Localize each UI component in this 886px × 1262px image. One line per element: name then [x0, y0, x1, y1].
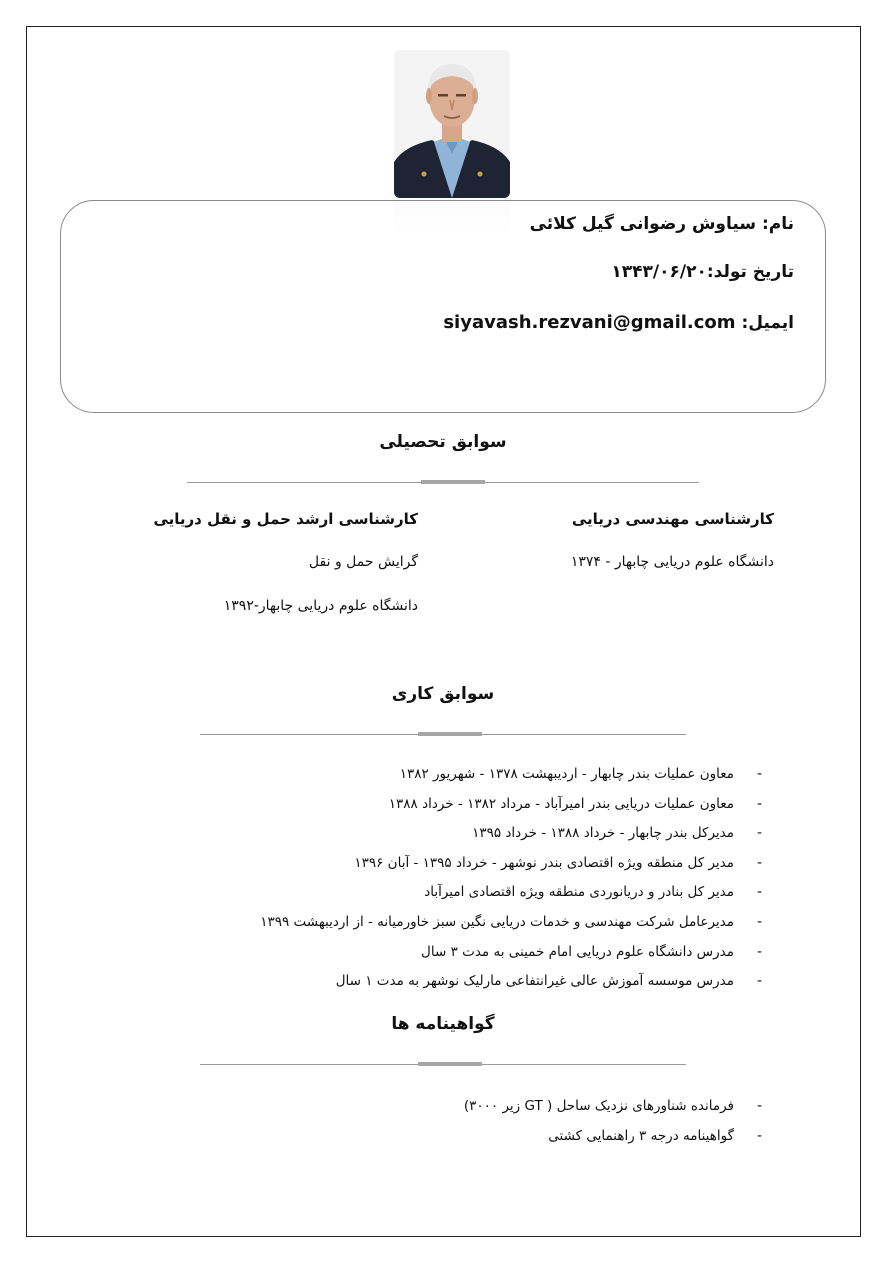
bullet-dash: -	[756, 766, 762, 782]
list-item: - مدیرعامل شرکت مهندسی و خدمات دریایی نگین سبز خاورمیانه - از اردیبهشت ۱۳۹۹	[260, 908, 762, 938]
email-line	[443, 312, 794, 333]
work-list	[260, 760, 762, 997]
bullet-dash: -	[756, 854, 762, 871]
list-item: - مدیر کل منطقه ویژه اقتصادی بندر نوشهر - خرداد ۱۳۹۵ - آبان ۱۳۹۶	[260, 849, 762, 879]
email-value[interactable]: siyavash.rezvani@gmail.com	[443, 312, 736, 333]
list-item: - فرمانده شناورهای نزدیک ساحل ( GT زیر ۳۰۰۰)	[464, 1092, 762, 1122]
education-section-title: سوابق تحصیلی	[379, 432, 507, 452]
certificates-section-title: گواهینامه ها	[391, 1014, 495, 1034]
bullet-dash: -	[756, 1127, 762, 1144]
bullet-dash: -	[756, 1098, 762, 1114]
name-value: سیاوش رضوانی گیل کلائی	[529, 214, 757, 234]
work-section-title: سوابق کاری	[391, 684, 495, 704]
work-divider	[200, 734, 686, 735]
education-master	[118, 510, 418, 630]
name-line	[530, 214, 794, 234]
bullet-dash: -	[756, 943, 762, 960]
education-bachelor	[474, 510, 774, 590]
bachelor-university: دانشگاه علوم دریایی چابهار - ۱۳۷۴	[570, 554, 774, 570]
bullet-dash: -	[756, 913, 762, 930]
education-divider	[187, 482, 699, 483]
birthdate-value: ۱۳۴۳/۰۶/۲۰	[611, 262, 707, 282]
list-item: - گواهینامه درجه ۳ راهنمایی کشتی	[464, 1122, 762, 1152]
bullet-dash: -	[756, 973, 762, 990]
master-university: دانشگاه علوم دریایی چابهار-۱۳۹۲	[223, 598, 418, 614]
birthdate-line	[611, 262, 794, 282]
list-item: - معاون عملیات بندر چابهار - اردیبهشت ۱۳۷۸ - شهریور ۱۳۸۲	[260, 760, 762, 790]
profile-photo	[394, 50, 510, 198]
list-item: - مدیر کل بنادر و دریانوردی منطقه ویژه اقتصادی امیرآباد	[260, 878, 762, 908]
certificates-list	[464, 1092, 762, 1151]
bullet-dash: -	[756, 795, 762, 812]
list-item: - مدرس موسسه آموزش عالی غیرانتفاعی مارلیک نوشهر به مدت ۱ سال	[260, 967, 762, 997]
list-item: - مدرس دانشگاه علوم دریایی امام خمینی به مدت ۳ سال	[260, 938, 762, 968]
list-item: - معاون عملیات دریایی بندر امیرآباد - مرداد ۱۳۸۲ - خرداد ۱۳۸۸	[260, 790, 762, 820]
bullet-dash: -	[756, 884, 762, 901]
birthdate-label: تاریخ تولد:	[706, 262, 794, 282]
bachelor-degree: کارشناسی مهندسی دریایی	[571, 510, 774, 528]
master-major: گرایش حمل و نقل	[308, 554, 418, 570]
master-degree: کارشناسی ارشد حمل و نقل دریایی	[153, 510, 418, 528]
bullet-dash: -	[756, 825, 762, 842]
email-label: ایمیل:	[741, 313, 794, 333]
name-label: نام:	[761, 214, 794, 234]
list-item: - مدیرکل بندر چابهار - خرداد ۱۳۸۸ - خرداد ۱۳۹۵	[260, 819, 762, 849]
certificates-divider	[200, 1064, 686, 1065]
